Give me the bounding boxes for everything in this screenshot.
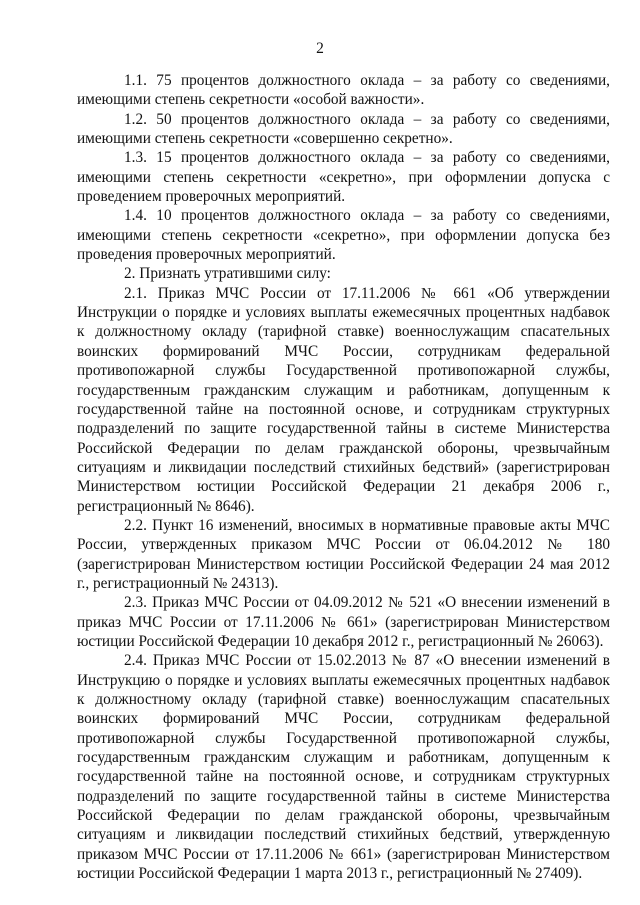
paragraph-2-2: 2.2. Пункт 16 изменений, вносимых в нормативные правовые акты МЧС России, утвержденных приказом МЧС России от 06.04.2012 № 180 (зарегистрирован Министерством юстиции Российской Федерации 24 мая 2012 г., регистрационный № 24313). [77,516,610,592]
paragraph-2: 2. Признать утратившими силу: [124,265,331,283]
document-body [77,71,610,883]
paragraph-1-2: 1.2. 50 процентов должностного оклада – за работу со сведениями, имеющими степень секретности «совершенно секретно». [77,110,610,148]
page-number: 2 [316,40,324,57]
paragraph-1-4: 1.4. 10 процентов должностного оклада – за работу со сведениями, имеющими степень секретности «секретно», при оформлении допуска без проведения проверочных мероприятий. [77,207,610,264]
paragraph-2-4: 2.4. Приказ МЧС России от 15.02.2013 № 87 «О внесении изменений в Инструкцию о порядке и условиях выплаты ежемесячных процентных надбавок к должностному окладу (тарифной ставке) военнослужащим спасательных воинских формирований МЧС России, сотрудникам федеральной противопожарной службы Государственной противопожарной службы, государственным гражданским служащим и работникам, допущенным к государственной тайне на постоянной основе, и сотрудникам структурных подразделений по защите государственной тайны в системе Министерства Российской Федерации по делам гражданской обороны, чрезвычайным ситуациям и ликвидации последствий стихийных бедствий, утвержденную приказом МЧС России от 17.11.2006 № 661» (зарегистрирован Министерством юстиции Российской Федерации 1 марта 2013 г., регистрационный № 27409). [77,652,610,883]
paragraph-1-1: 1.1. 75 процентов должностного оклада – за работу со сведениями, имеющими степень секретности «особой важности». [77,72,610,109]
paragraph-2-3: 2.3. Приказ МЧС России от 04.09.2012 № 521 «О внесении изменений в приказ МЧС России от 17.11.2006 № 661» (зарегистрирован Министерством юстиции Российской Федерации 10 декабря 2012 г., регистрационный № 26063). [77,594,610,650]
paragraph-2-1: 2.1. Приказ МЧС России от 17.11.2006 № 661 «Об утверждении Инструкции о порядке и условиях выплаты ежемесячных процентных надбавок к должностному окладу (тарифной ставке) военнослужащим спасательных воинских формирований МЧС России, сотрудникам федеральной противопожарной службы Государственной противопожарной службы, государственным гражданским служащим и работникам, допущенным к государственной тайне на постоянной основе, и сотрудникам структурных подразделений по защите государственной тайны в системе Министерства Российской Федерации по делам гражданской обороны, чрезвычайным ситуациям и ликвидации последствий стихийных бедствий» (зарегистрирован Министерством юстиции Российской Федерации 21 декабря 2006 г., регистрационный № 8646). [77,284,610,515]
paragraph-1-3: 1.3. 15 процентов должностного оклада – за работу со сведениями, имеющими степень секретности «секретно», при оформлении допуска с проведением проверочных мероприятий. [77,149,610,206]
